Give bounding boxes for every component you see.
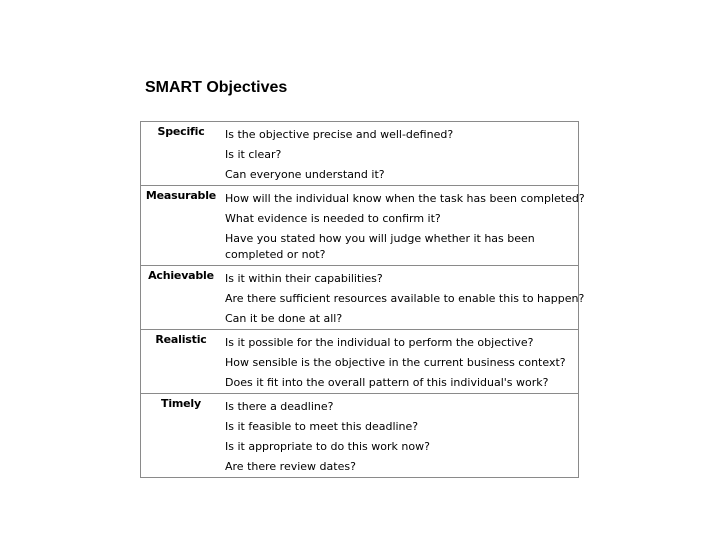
question-item: Is it feasible to meet this deadline? — [225, 420, 419, 433]
smart-objectives-table — [140, 121, 585, 478]
row-label-specific: Specific — [141, 122, 222, 186]
question-item: What evidence is needed to confirm it? — [225, 212, 441, 225]
row-label-realistic: Realistic — [141, 330, 222, 394]
questions-realistic — [221, 330, 579, 394]
question-item: Is it appropriate to do this work now? — [225, 440, 430, 453]
question-item: Are there review dates? — [225, 460, 356, 473]
question-item: Is it clear? — [225, 148, 282, 161]
table-row-measurable — [141, 186, 579, 266]
question-item: Does it fit into the overall pattern of this individual's work? — [225, 376, 549, 389]
question-item: Can it be done at all? — [225, 312, 343, 325]
question-item: Is the objective precise and well-defined? — [225, 128, 454, 141]
table-row-realistic — [141, 330, 579, 394]
table-row-achievable — [141, 266, 579, 330]
row-label-achievable: Achievable — [141, 266, 222, 330]
page-title: SMART Objectives — [145, 79, 288, 96]
questions-specific — [221, 122, 579, 186]
question-item: How sensible is the objective in the current business context? — [225, 356, 566, 369]
questions-achievable — [221, 266, 585, 330]
questions-measurable — [221, 186, 585, 266]
table-row-timely — [141, 394, 579, 478]
question-item: Are there sufficient resources available to enable this to happen? — [225, 292, 585, 305]
question-item: How will the individual know when the task has been completed? — [225, 192, 585, 205]
row-label-timely: Timely — [141, 394, 222, 478]
question-item: Have you stated how you will judge whether it has been completed or not? — [225, 232, 535, 261]
question-item: Is there a deadline? — [225, 400, 334, 413]
table-row-specific — [141, 122, 579, 186]
row-label-measurable: Measurable — [141, 186, 222, 266]
questions-timely — [221, 394, 579, 478]
question-item: Is it within their capabilities? — [225, 272, 383, 285]
question-item: Is it possible for the individual to perform the objective? — [225, 336, 534, 349]
question-item: Can everyone understand it? — [225, 168, 385, 181]
